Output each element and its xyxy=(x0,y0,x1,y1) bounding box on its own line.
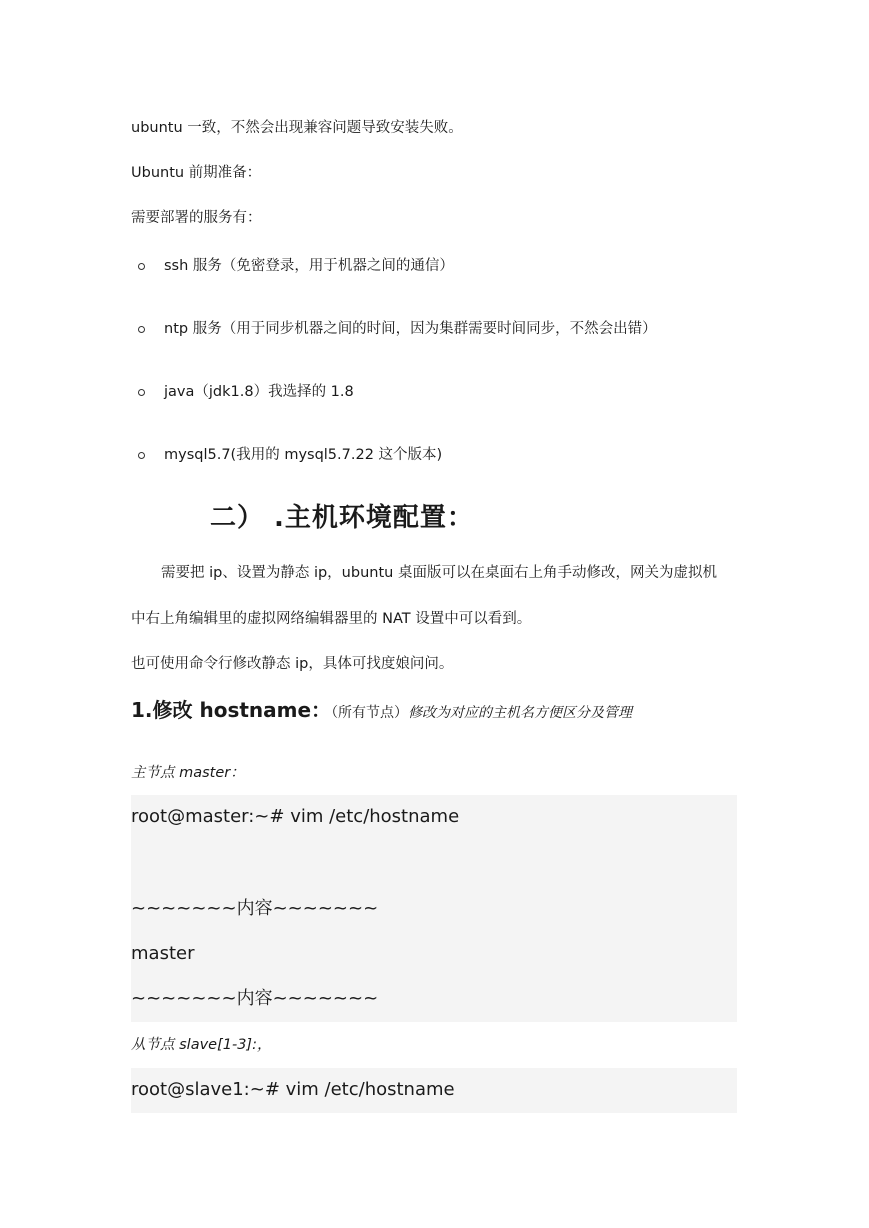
code-separator: ~~~~~~~内容~~~~~~~ xyxy=(131,988,379,1009)
bullet-circle-icon xyxy=(138,389,145,396)
section-heading: 二） .主机环境配置： xyxy=(210,503,474,533)
code-separator: ~~~~~~~内容~~~~~~~ xyxy=(131,898,379,919)
slave-node-label: 从节点 slave[1-3]:， xyxy=(131,1037,272,1053)
paragraph-ubuntu-prep: Ubuntu 前期准备： xyxy=(131,165,262,181)
service-item-text: mysql5.7(我用的 mysql5.7.22 这个版本) xyxy=(164,447,443,463)
slave-code-block xyxy=(131,1068,737,1113)
service-item-text: ssh 服务（免密登录，用于机器之间的通信） xyxy=(164,258,454,274)
master-node-label: 主节点 master： xyxy=(131,765,245,781)
code-command: root@slave1:~# vim /etc/hostname xyxy=(131,1079,455,1100)
code-content: master xyxy=(131,943,195,964)
step-title: 1.修改 hostname： xyxy=(131,698,332,722)
paragraph-services-intro: 需要部署的服务有： xyxy=(131,210,262,226)
bullet-circle-icon xyxy=(138,326,145,333)
paragraph-static-ip: 需要把 ip、设置为静态 ip，ubuntu 桌面版可以在桌面右上角手动修改，网关为虚拟机 xyxy=(161,565,717,581)
bullet-circle-icon xyxy=(138,263,145,270)
service-item-text: ntp 服务（用于同步机器之间的时间，因为集群需要时间同步，不然会出错） xyxy=(164,321,657,337)
master-code-block xyxy=(131,795,737,1022)
step-heading-hostname xyxy=(131,697,632,726)
paragraph-compatibility: ubuntu 一致，不然会出现兼容问题导致安装失败。 xyxy=(131,120,463,136)
step-note: 修改为对应的主机名方便区分及管理 xyxy=(408,705,633,721)
step-scope: （所有节点） xyxy=(331,705,409,721)
paragraph-nat-settings: 中右上角编辑里的虚拟网络编辑器里的 NAT 设置中可以看到。 xyxy=(131,611,532,627)
code-command: root@master:~# vim /etc/hostname xyxy=(131,806,460,827)
bullet-circle-icon xyxy=(138,452,145,459)
paragraph-command-line: 也可使用命令行修改静态 ip，具体可找度娘问问。 xyxy=(131,656,454,672)
service-item-text: java（jdk1.8）我选择的 1.8 xyxy=(164,384,354,400)
